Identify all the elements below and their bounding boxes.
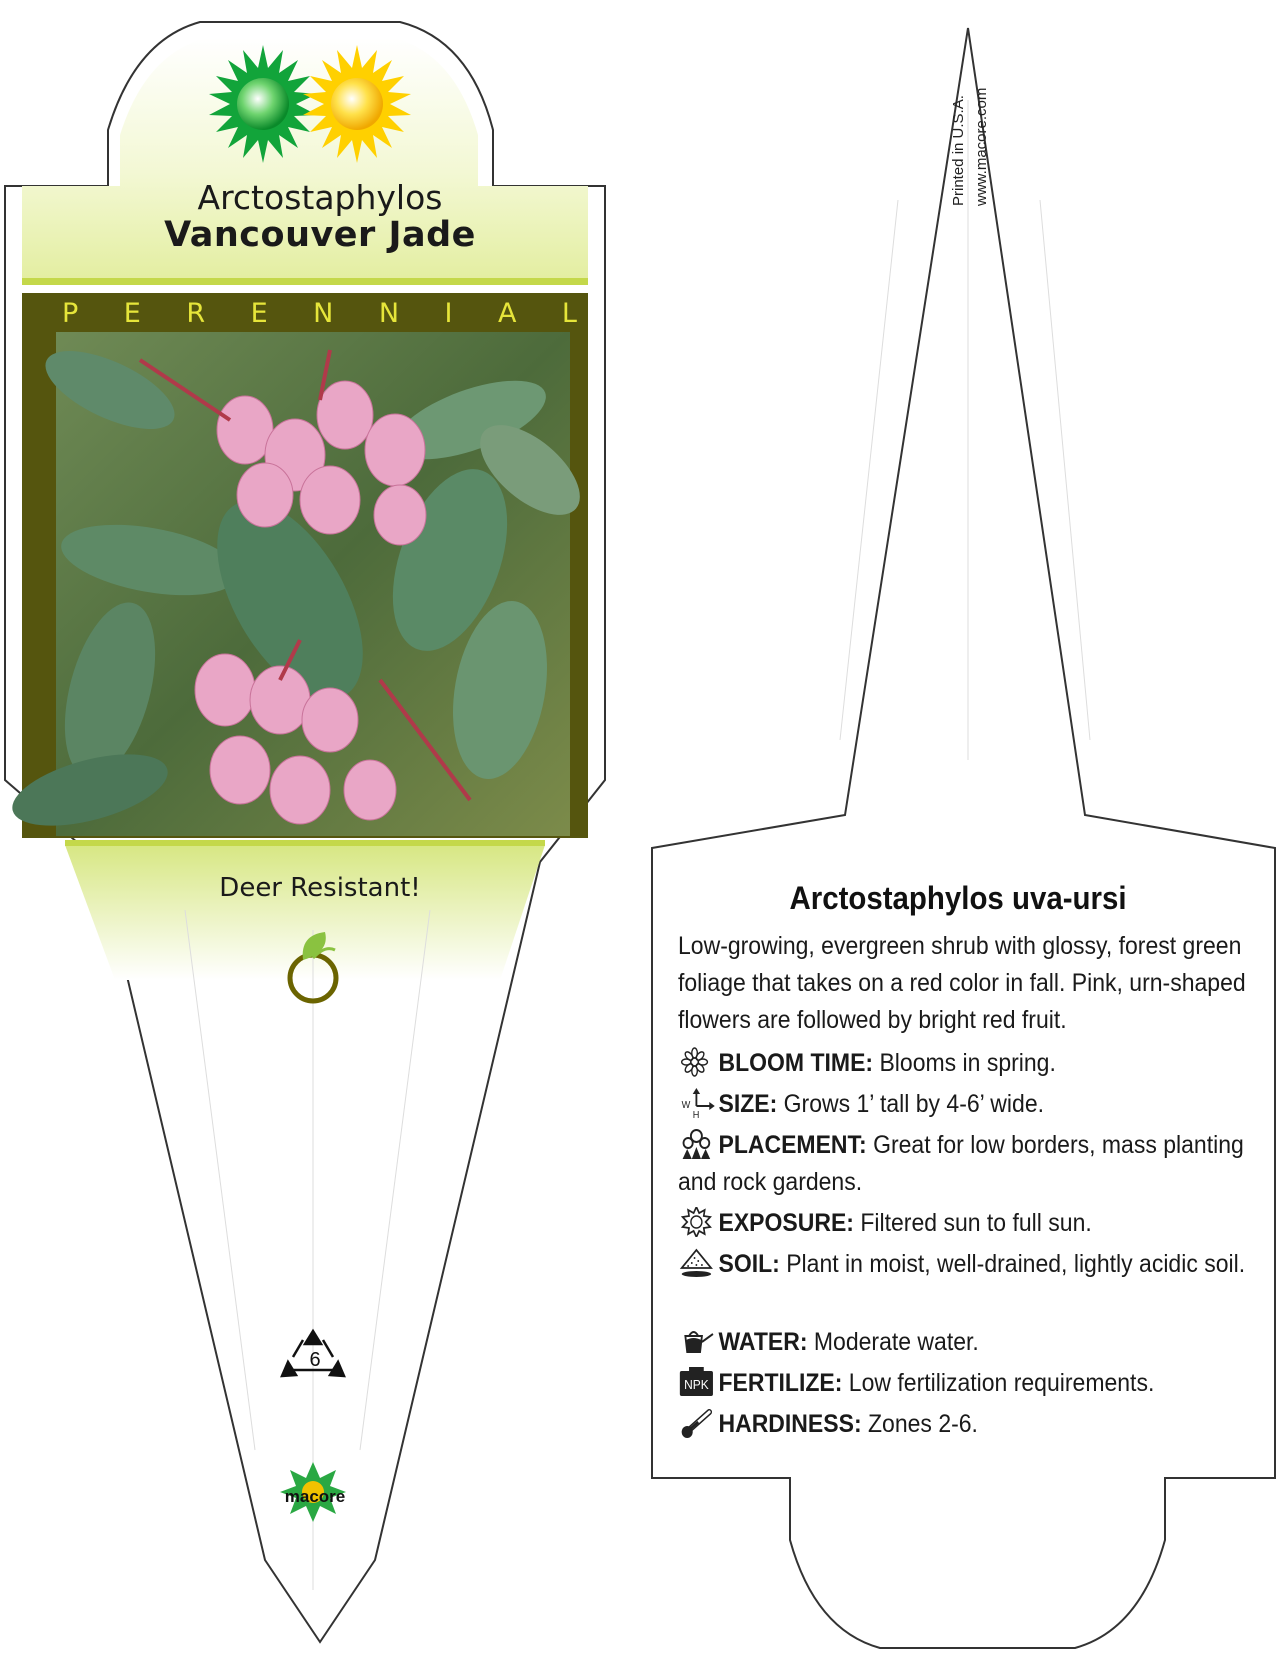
category-letter: E	[123, 298, 141, 329]
description: Low-growing, evergreen shrub with glossy, forest green foliage that takes on a red color in fall. Pink, urn-shaped flowers are followed by bright red fruit.	[678, 932, 1246, 1034]
npk-icon	[678, 1367, 715, 1397]
bloom-time-label: BLOOM TIME:	[718, 1049, 874, 1077]
sun-icon	[678, 1207, 715, 1237]
hardiness-row	[678, 1406, 1267, 1443]
category-letter: A	[497, 298, 517, 329]
size-h-letter: H	[692, 1109, 700, 1118]
size-value: Grows 1’ tall by 4-6’ wide.	[777, 1090, 1045, 1118]
category-letter: L	[561, 298, 577, 329]
size-row	[678, 1086, 1267, 1123]
hardiness-label: HARDINESS:	[718, 1410, 862, 1438]
category-letter: R	[186, 298, 206, 329]
size-w-letter: W	[681, 1099, 691, 1112]
website: www.macore.com	[973, 87, 990, 206]
flower-icon	[678, 1047, 715, 1077]
npk-text: NPK	[684, 1377, 709, 1393]
fertilize-row	[678, 1365, 1267, 1402]
soil-value: Plant in moist, well-drained, lightly acidic soil.	[779, 1250, 1246, 1278]
placement-label: PLACEMENT:	[718, 1131, 867, 1159]
watering-can-icon	[678, 1326, 715, 1356]
category-letter: E	[250, 298, 268, 329]
water-value: Moderate water.	[807, 1328, 979, 1356]
water-label: WATER:	[718, 1328, 808, 1356]
size-icon	[678, 1088, 715, 1118]
fertilize-value: Low fertilization requirements.	[842, 1369, 1155, 1397]
fertilize-label: FERTILIZE:	[718, 1369, 843, 1397]
bloom-time-value: Blooms in spring.	[873, 1049, 1056, 1077]
size-label: SIZE:	[718, 1090, 778, 1118]
hardiness-value: Zones 2-6.	[861, 1410, 978, 1438]
exposure-row	[678, 1205, 1267, 1242]
placement-row	[678, 1127, 1267, 1201]
species-title: Arctostaphylos uva-ursi	[789, 880, 1127, 916]
exposure-value: Filtered sun to full sun.	[853, 1209, 1092, 1237]
category-letter: N	[378, 298, 400, 329]
cultivar-title: Vancouver Jade	[164, 215, 476, 255]
category-letter: N	[313, 298, 334, 329]
bloom-time-row	[678, 1045, 1267, 1082]
placement-icon	[678, 1129, 715, 1159]
water-row	[678, 1324, 1267, 1361]
soil-icon	[678, 1248, 715, 1278]
category-label	[42, 298, 597, 328]
thermometer-icon	[678, 1408, 715, 1438]
category-letter: P	[62, 298, 79, 329]
genus-title: Arctostaphylos	[197, 178, 443, 217]
plant-photo	[5, 332, 595, 840]
brand-name: macore	[284, 1487, 346, 1506]
printed-in-usa: Printed in U.S.A.	[950, 95, 967, 206]
back-tag-outline	[652, 28, 1275, 1648]
recycle-code: 6	[309, 1349, 321, 1371]
soil-row	[678, 1246, 1267, 1283]
placement-value: Great for low borders, mass planting and rock gardens.	[678, 1131, 1244, 1196]
soil-label: SOIL:	[718, 1250, 780, 1278]
exposure-label: EXPOSURE:	[718, 1209, 854, 1237]
category-letter: I	[444, 298, 453, 329]
deer-resistant-tagline: Deer Resistant!	[219, 873, 421, 903]
